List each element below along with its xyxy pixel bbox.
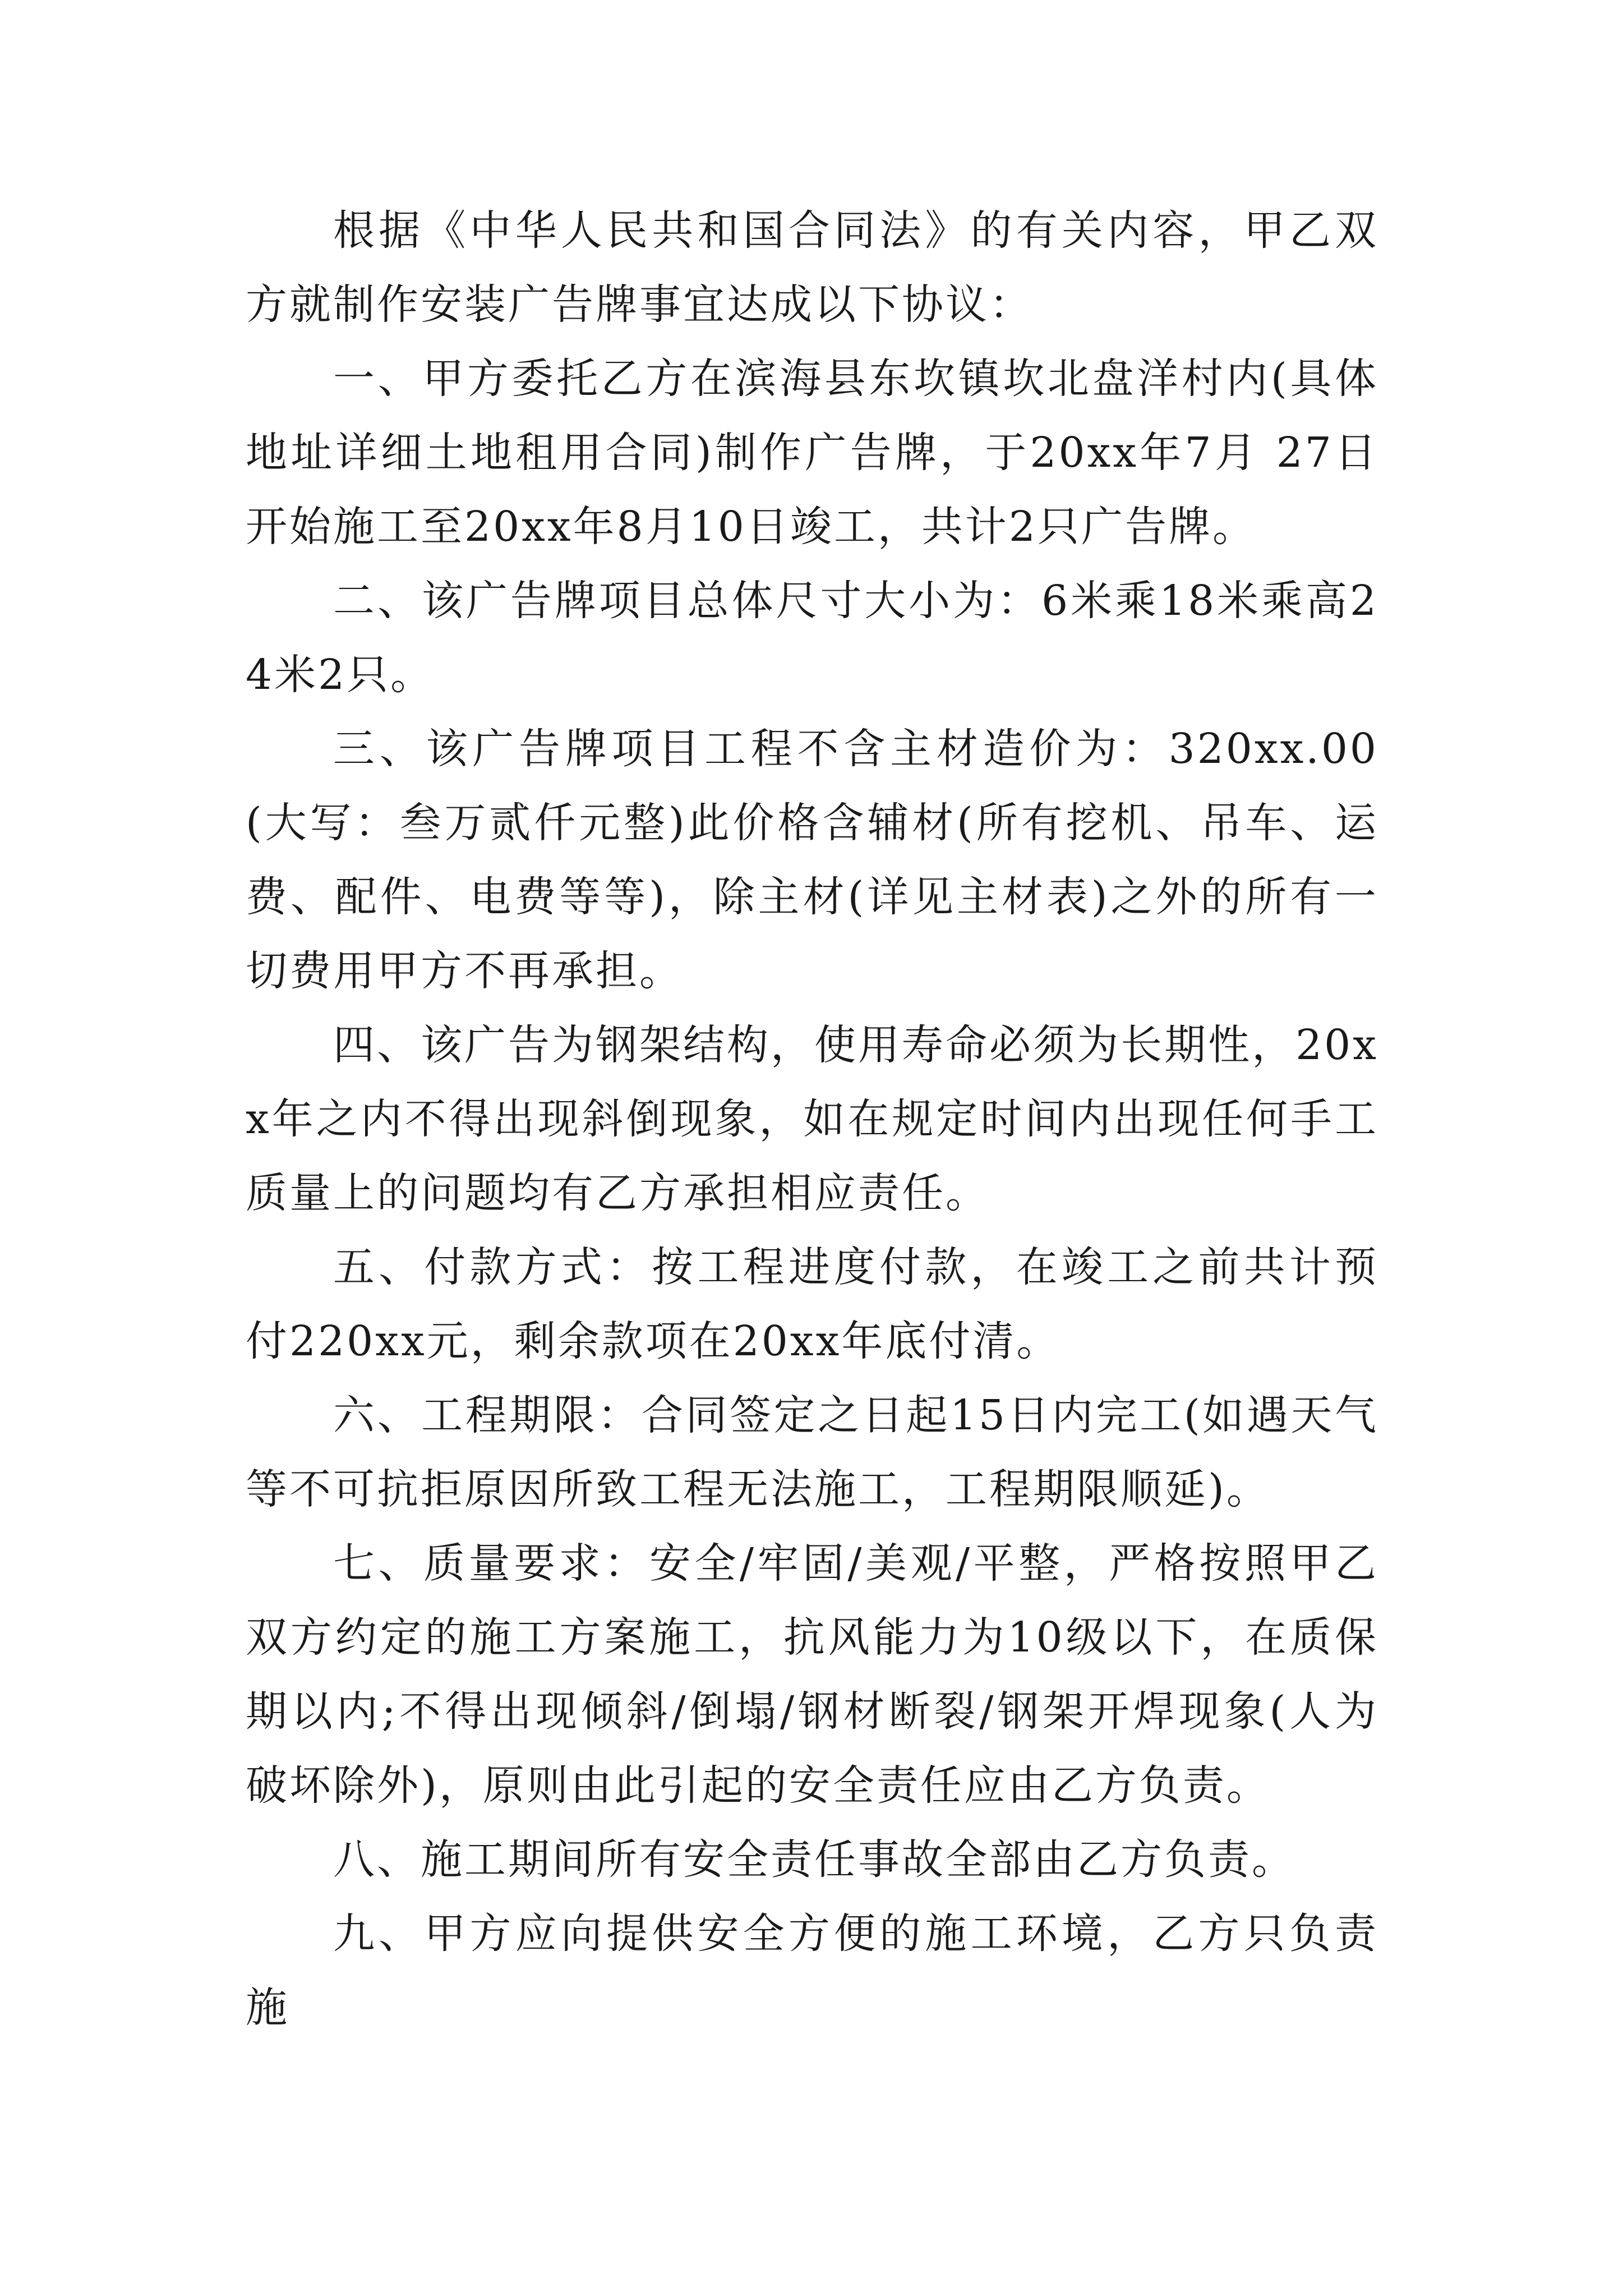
paragraph-clause-9: 九、甲方应向提供安全方便的施工环境，乙方只负责施 <box>246 1910 1378 2032</box>
paragraph-clause-2: 二、该广告牌项目总体尺寸大小为：6米乘18米乘高24米2只。 <box>246 577 1378 699</box>
paragraph-clause-6: 六、工程期限：合同签定之日起15日内完工(如遇天气等不可抗拒原因所致工程无法施工，工程期限顺延)。 <box>246 1391 1378 1513</box>
paragraph-clause-7: 七、质量要求：安全/牢固/美观/平整，严格按照甲乙双方约定的施工方案施工，抗风能力为10级以下，在质保期以内;不得出现倾斜/倒塌/钢材断裂/钢架开焊现象(人为破坏除外)，原则由此引起的安全责任应由乙方负责。 <box>246 1539 1378 1810</box>
paragraph-clause-3: 三、该广告牌项目工程不含主材造价为：320xx.00(大写：叁万贰仟元整)此价格含辅材(所有挖机、吊车、运费、配件、电费等等)，除主材(详见主材表)之外的所有一切费用甲方不再承担。 <box>246 725 1378 995</box>
paragraph-clause-1: 一、甲方委托乙方在滨海县东坎镇坎北盘洋村内(具体地址详细土地租用合同)制作广告牌，于20xx年7月 27日开始施工至20xx年8月10日竣工，共计2只广告牌。 <box>246 355 1378 551</box>
paragraph-clause-5: 五、付款方式：按工程进度付款，在竣工之前共计预付220xx元，剩余款项在20xx年底付清。 <box>246 1243 1378 1365</box>
contract-body <box>246 194 1378 2045</box>
paragraph-clause-4: 四、该广告为钢架结构，使用寿命必须为长期性，20xx年之内不得出现斜倒现象，如在规定时间内出现任何手工质量上的问题均有乙方承担相应责任。 <box>246 1021 1378 1217</box>
paragraph-preamble: 根据《中华人民共和国合同法》的有关内容，甲乙双方就制作安装广告牌事宜达成以下协议： <box>246 206 1378 329</box>
paragraph-clause-8: 八、施工期间所有安全责任事故全部由乙方负责。 <box>333 1835 1295 1884</box>
